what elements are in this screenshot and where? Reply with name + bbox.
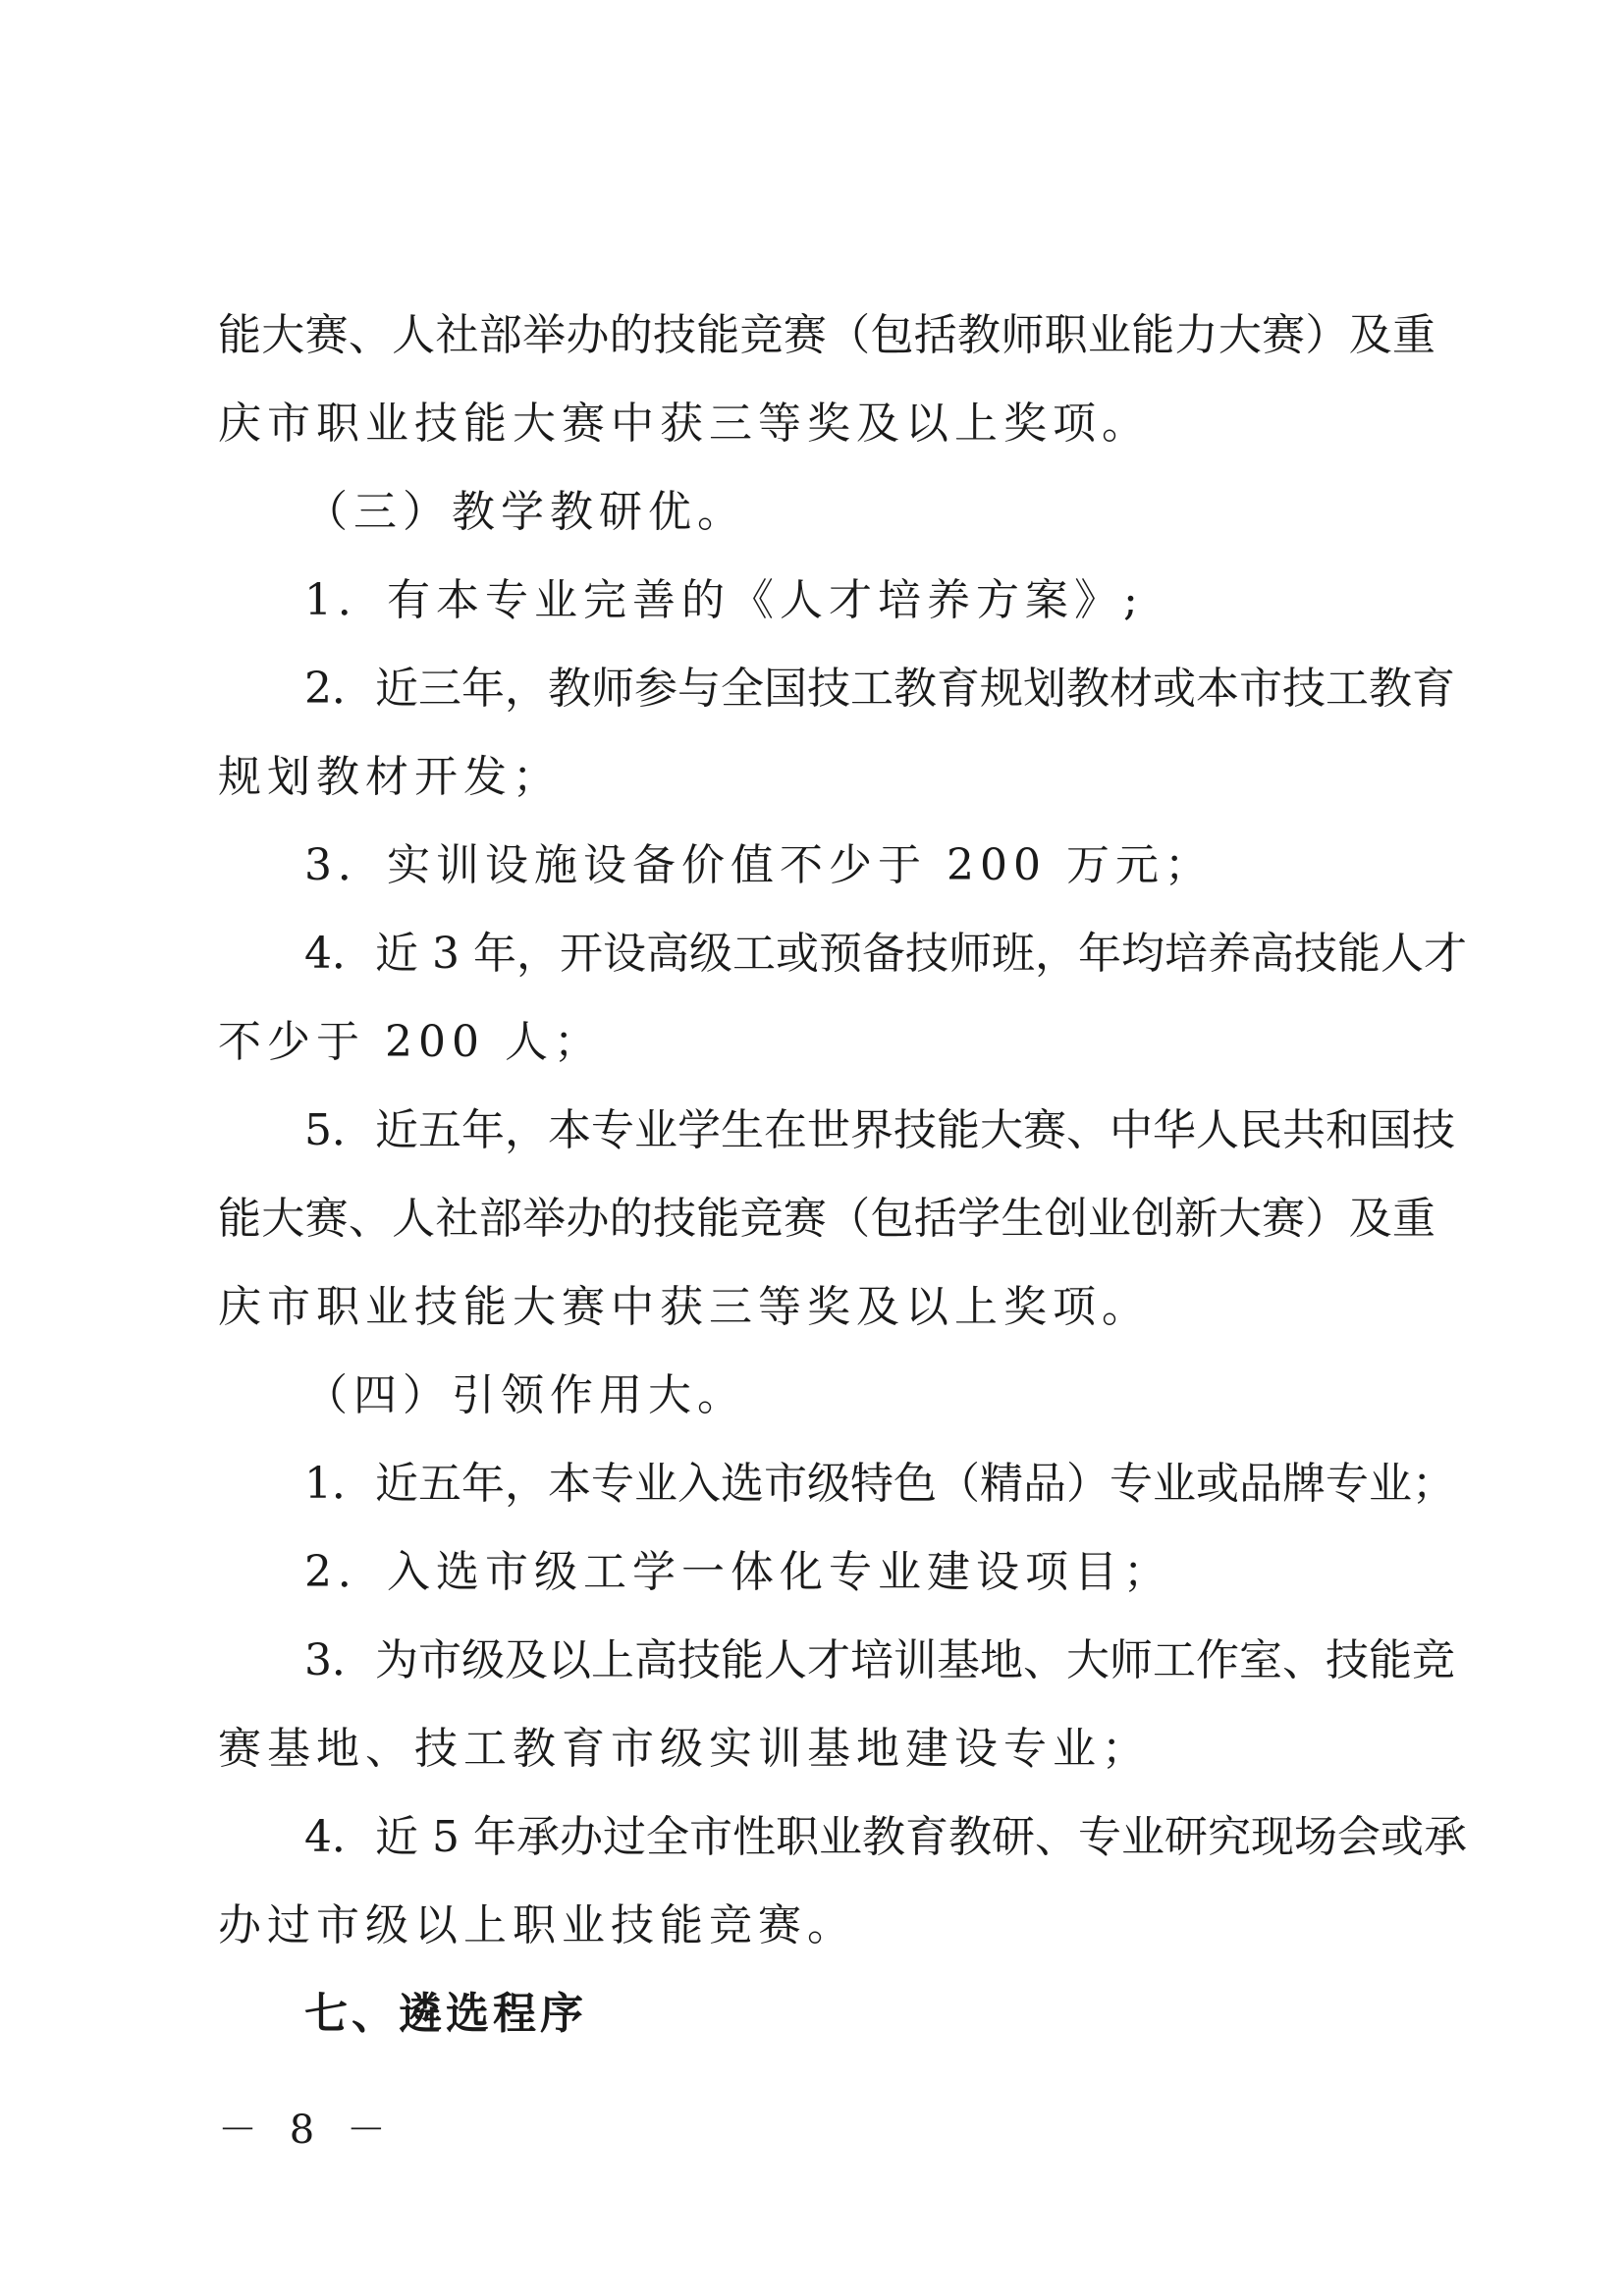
list-item-3-5-line-3: 庆市职业技能大赛中获三等奖及以上奖项。 [218,1282,1151,1332]
body-line-1: 能大赛、人社部举办的技能竞赛（包括教师职业能力大赛）及重 [218,310,1435,360]
list-item-4-1: 1．近五年，本专业入选市级特色（精品）专业或品牌专业； [304,1459,1455,1509]
section-heading-4: （四）引领作用大。 [304,1370,746,1420]
list-item-3-5-line-1: 5．近五年，本专业学生在世界技能大赛、中华人民共和国技 [304,1105,1455,1155]
list-item-3-2-line-1: 2．近三年，教师参与全国技工教育规划教材或本市技工教育 [304,664,1455,714]
list-item-3-3: 3．实训设施设备价值不少于 200 万元； [304,840,1214,890]
list-item-4-4-line-1: 4．近 5 年承办过全市性职业教育教研、专业研究现场会或承 [304,1812,1467,1862]
list-item-4-4-line-2: 办过市级以上职业技能竞赛。 [218,1900,856,1950]
page-number: － 8 － [218,2108,396,2153]
list-item-3-2-line-2: 规划教材开发； [218,752,562,802]
list-item-4-3-line-2: 赛基地、技工教育市级实训基地建设专业； [218,1724,1151,1774]
body-line-2: 庆市职业技能大赛中获三等奖及以上奖项。 [218,399,1151,449]
section-heading-3: （三）教学教研优。 [304,487,746,537]
list-item-3-4-line-2: 不少于 200 人； [218,1017,603,1067]
list-item-3-4-line-1: 4．近 3 年，开设高级工或预备技师班，年均培养高技能人才 [304,929,1467,979]
list-item-3-5-line-2: 能大赛、人社部举办的技能竞赛（包括学生创业创新大赛）及重 [218,1194,1435,1244]
list-item-4-3-line-1: 3．为市级及以上高技能人才培训基地、大师工作室、技能竞 [304,1635,1455,1685]
chapter-heading-7: 七、遴选程序 [304,1989,587,2039]
list-item-3-1: 1．有本专业完善的《人才培养方案》; [304,575,1144,625]
list-item-4-2: 2．入选市级工学一体化专业建设项目； [304,1547,1172,1597]
